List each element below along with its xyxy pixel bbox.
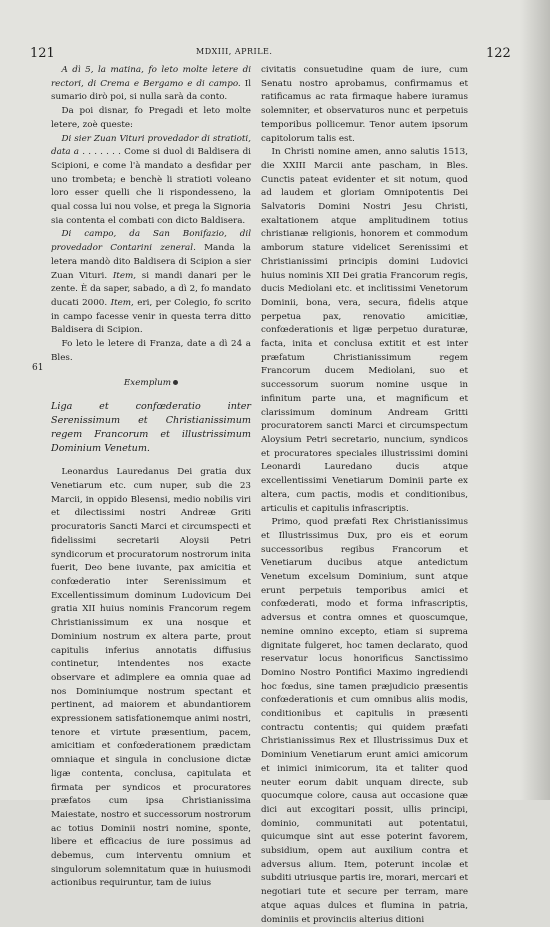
right-page-number: 122 (486, 46, 511, 61)
italic-lead: A dì 5, la matina, fo leto molte letere di rectori, di Crema e Bergamo e di campo. (51, 65, 251, 89)
ink-dot (173, 380, 178, 385)
text: eri, per Colegio, fo scrito in campo facesse venir in questa terra ditto Baldisera di Scipion. (51, 297, 251, 336)
italic-lead: Di sier Zuan Vituri provedador di stratioti, data a . . . . . . . (51, 133, 251, 158)
italic-lead: Di campo, da San Bonifazio, dil provedador Contarini zeneral. (51, 229, 251, 254)
right-column (261, 64, 468, 927)
text: Come si duol di Baldisera di Scipioni, e come l'à mandato a desfidar per uno trombeta; e benchè li stratioti voleano loro esser quelli che li rispondesseno, la qual cossa lui nou volse, et prega la Signoria sia contenta el combati con dicto Baldisera. (51, 147, 251, 226)
item-word: Item, (110, 297, 134, 308)
paragraph: Da poi disnar, fo Pregadi et leto molte letere, zoè queste: (51, 106, 251, 130)
text: si mandi danari per le zente. È da saper, sabado, a dì 2, fo mandato ducati 2000. (51, 270, 251, 308)
page-edge-shadow (520, 0, 550, 800)
paragraph (51, 133, 251, 229)
paragraph (51, 64, 251, 105)
exemplum-label: Exemplum (123, 378, 172, 389)
document-heading: Liga et confœderatio inter Serenissimum et Christianissimum regem Francorum et illustrissimum Dominium Venetum. (51, 401, 251, 454)
paragraph: Leonardus Lauredanus Dei gratia dux Venetiarum etc. cum nuper, sub die 23 Marcii, in oppido Blesensi, medio nobilis viri et dilectissimi nostri Andreæ Griti procuratoris Sancti Marci et circumspecti et fidelissimi secretarii Aloysii Petri syndicorum et procuratorum nostrorum inita fuerit, Deo bene iuvante, pax amicitia et confœderatio inter Serenissimum et Excellentissimum dominum Ludovicum Dei gratia XII huius nominis Francorum regem Christianissimum ex una nosque et Dominium nostrum ex altera parte, prout capitulis inferius annotatis diffusius continetur, intendentes nos exacte observare et adimplere ea omnia quae ad nos Dominiumque nostrum spectant et pertinent, ad maiorem et abundantiorem expressionem satisfationemque animi nostri, tenore et virtute præsentium, pacem, amicitiam et confœderationem prædictam omniaque et singula in conclusione dictæ ligæ contenta, conclusa, capitulata et firmata per syndicos et procuratores præfatos cum ipsa Christianissima Maiestate, nostro et successorum nostrorum ac totius Dominii nostri nomine, sponte, libere et efficacius de iure possimus ad debemus, cum interventu omnium et singulorum solemnitatum quæ in huiusmodi actionibus requiruntur, tam de iuius (51, 467, 251, 889)
item-word: Item, (112, 270, 137, 281)
text: Manda la letera mandò dito Baldisera di Scipion a sier Zuan Vituri. (51, 243, 251, 281)
left-page-number: 121 (30, 46, 55, 61)
exemplum-heading (51, 377, 251, 391)
paragraph: Primo, quod præfati Rex Christianissimus et Illustrissimus Dux, pro eis et eorum successoribus regibus Francorum et Venetiarum ducibus atque antedictum Venetum excelsum Dominium, sunt atque erunt perpetuis temporibus amici et confœderati, modo et forma infrascriptis, adversus et contra omnes et quoscumque, nemine omnino excepto, etiam si suprema dignitate fulgeret, hoc tamen declarato, quod reservatur locus honorificus Sanctissimo Domino Nostro Pontifici Maximo ingrediendi hoc fœdus, sine tamen præjudicio præsentis confœderationis et cum omnibus aliis modis, conditionibus et capitulis in præsenti contractu contentis; qui quidem præfati Christianissimus Rex et Illustrissimus Dux et Dominium Venetiarum erunt amici amicorum et inimici inimicorum, ita et taliter quod neuter eorum dabit unquam directe, sub quocumque colore, causa aut occasione quæ dici aut excogitari possit, ullis principi, dominio, communitati aut potentatui, quicumque sint aut esse poterint favorem, subsidium, opem aut auxilium contra et adversus alium. Item, poterunt incolæ et subditi utriusque partis ire, morari, mercari et negotiari tute et secure per terram, mare atque aquas dulces et flumina in patria, dominiis et provinciis alterius ditioni (261, 517, 468, 925)
paragraph: Fo leto le letere di Franza, date a dì 24 a Bles. (51, 339, 251, 363)
left-column (51, 64, 251, 891)
running-title: MDXIII, APRILE. (196, 47, 273, 56)
text: Il sumario dirò poi, si nulla sarà da conto. (51, 78, 251, 103)
margin-number: 61 (32, 363, 44, 373)
paragraph: civitatis consuetudine quam de iure, cum Senatu nostro aprobamus, confirmamus et ratificamus ac rata firmaque habere iuramus solemniter, et observaturos nunc et perpetuis temporibus pollicemur. Tenor autem ipsorum capitolorum talis est. (261, 65, 468, 144)
paragraph (51, 228, 251, 338)
paragraph: In Christi nomine amen, anno salutis 1513, die XXIII Marcii ante pascham, in Bles. Cunctis pateat evidenter et sit notum, quod ad laudem et gloriam Omnipotentis Dei Salvatoris Domini Nostri Jesu Christi, exaltationem atque amplitudinem totius christianæ religionis, honorem et commodum amborum stature videlicet Serenissimi et Christianissimi principis domini Ludovici huius nominis XII Dei gratia Francorum regis, ducis Mediolani etc. et inclitissimi Venetorum Dominii, bona, vera, secura, fidelis atque perpetua pax, renovatio amicitiæ, confœderationis et ligæ perpetuo duraturæ, facta, inita et conclusa extitit et est inter præfatum Christianissimum regem Francorum ducem Mediolani, suo et successorum suorum nomine usque in infinitum parte una, et magnificum et clarissimum dominum Andream Gritti procuratorem sancti Marci et circumspectum Aloysium Petri secretario, nuncium, syndicos et procuratores speciales illustrissimi domini Leonardi Lauredano ducis atque excellentissimi Venetiarum Dominii parte ex altera, cum pactis, modis et conditionibus, articulis et capitulis infrascriptis. (261, 147, 468, 514)
